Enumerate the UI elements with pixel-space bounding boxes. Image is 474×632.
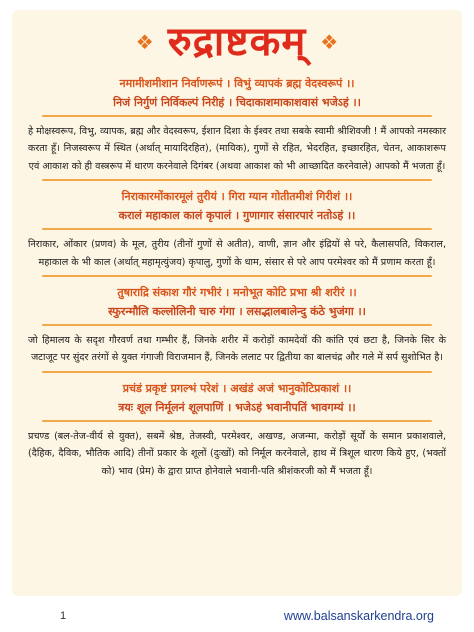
verse-line: नमामीशमीशान निर्वाणरूपं । विभुं व्यापकं ब्रह्म वेदस्वरूपं ।। xyxy=(119,77,355,90)
website-link[interactable]: www.balsanskarkendra.org xyxy=(283,609,434,623)
verse-line: स्फुरन्मौलि कल्लोलिनी चारु गंगा । लसद्भालबालेन्दु कंठे भुजंगा ।। xyxy=(108,305,366,319)
stanza-1 xyxy=(24,74,450,175)
meaning-paragraph: निराकार, ओंकार (प्रणव) के मूल, तुरीय (तीनों गुणों से अतीत), वाणी, ज्ञान और इंद्रियों से परे, कैलासपति, विकराल, महाकाल के भी काल (अर्थात् महामृत्युंजय) कृपालु, गुणों के धाम, संसार से परे आप परमेश्वर को मैं प्रणाम करता हूँ। xyxy=(28,239,446,268)
verse-line: करालं महाकाल कालं कृपालं । गुणागार संसारपारं नतोऽहं ।। xyxy=(118,209,356,223)
divider xyxy=(42,115,432,117)
stanza-4 xyxy=(24,371,450,480)
stanza-2 xyxy=(24,179,450,271)
divider xyxy=(42,420,432,422)
stanza-3 xyxy=(24,275,450,367)
divider xyxy=(42,179,432,181)
divider xyxy=(42,324,432,326)
verse-line: त्रयः शूल निर्मूलनं शूलपाणिं । भजेऽहं भवानीपतिं भावगम्यं ।। xyxy=(118,400,356,414)
divider xyxy=(42,228,432,230)
verse-line: प्रचंडं प्रकृष्टं प्रगल्भं परेशं । अखंडं अजं भानुकोटिप्रकाशं ।। xyxy=(122,381,352,395)
right-ornament-icon: ❖ xyxy=(320,30,339,54)
verse-line: तुषाराद्रि संकाश गौरं गभीरं । मनोभूत कोटि प्रभा श्री शरीरं ।। xyxy=(117,286,357,300)
meaning-paragraph: हे मोक्षस्वरूप, विभु, व्यापक, ब्रह्म और वेदस्वरूप, ईशान दिशा के ईश्वर तथा सबके स्वामी श्रीशिवजी ! मैं आपको नमस्कार करता हूँ। निजस्वरूप में स्थित (अर्थात् मायादिरहित), (मायिक), गुणों से रहित, भेदरहित, इच्छारहित, चेतन, आकाशरूप एवं आकाश को ही वस्त्ररूप में धारण करनेवाले दिगंबर (अथवा आकाश को भी आच्छादित करनेवाले) आपको मैं भजता हूँ। xyxy=(28,126,446,172)
verse-line: निराकारमोंकारमूलं तुरीयं । गिरा ग्यान गोतीतमीशं गिरीशं ।। xyxy=(121,190,353,204)
divider xyxy=(42,275,432,277)
left-ornament-icon: ❖ xyxy=(135,30,154,54)
content-card xyxy=(12,10,462,596)
verse-line: निजं निर्गुणं निर्विकल्पं निरीहं । चिदाकाशमाकाशवासं भजेऽहं ।। xyxy=(113,96,361,109)
page-number: 1 xyxy=(60,610,67,622)
page-title: रुद्राष्टकम् xyxy=(167,19,307,65)
meaning-paragraph: प्रचण्ड (बल-तेज-वीर्य से युक्त), सबमें श्रेष्ठ, तेजस्वी, परमेश्वर, अखण्ड, अजन्मा, करोड़ों सूर्यों के समान प्रकाशवाले, (दैहिक, दैविक, भौतिक आदि) तीनों प्रकार के शूलों (दुःखों) को निर्मूल करनेवाले, हाथ में त्रिशूल धारण किये हुए, (भक्तों को) भाव (प्रेम) के द्वारा प्राप्त होनेवाले भवानी-पति श्रीशंकरजी को मैं भजता हूँ। xyxy=(28,430,446,477)
divider xyxy=(42,371,432,373)
footer xyxy=(0,605,474,627)
header xyxy=(24,10,450,74)
meaning-paragraph: जो हिमालय के सदृश गौरवर्ण तथा गम्भीर हैं, जिनके शरीर में करोड़ों कामदेवों की कांति एवं छटा है, जिनके सिर के जटाजूट पर सुंदर तरंगों से युक्त गंगाजी विराजमान हैं, जिनके ललाट पर द्वितीया का बालचंद्र और गले में सर्प सुशोभित है। xyxy=(28,335,446,364)
